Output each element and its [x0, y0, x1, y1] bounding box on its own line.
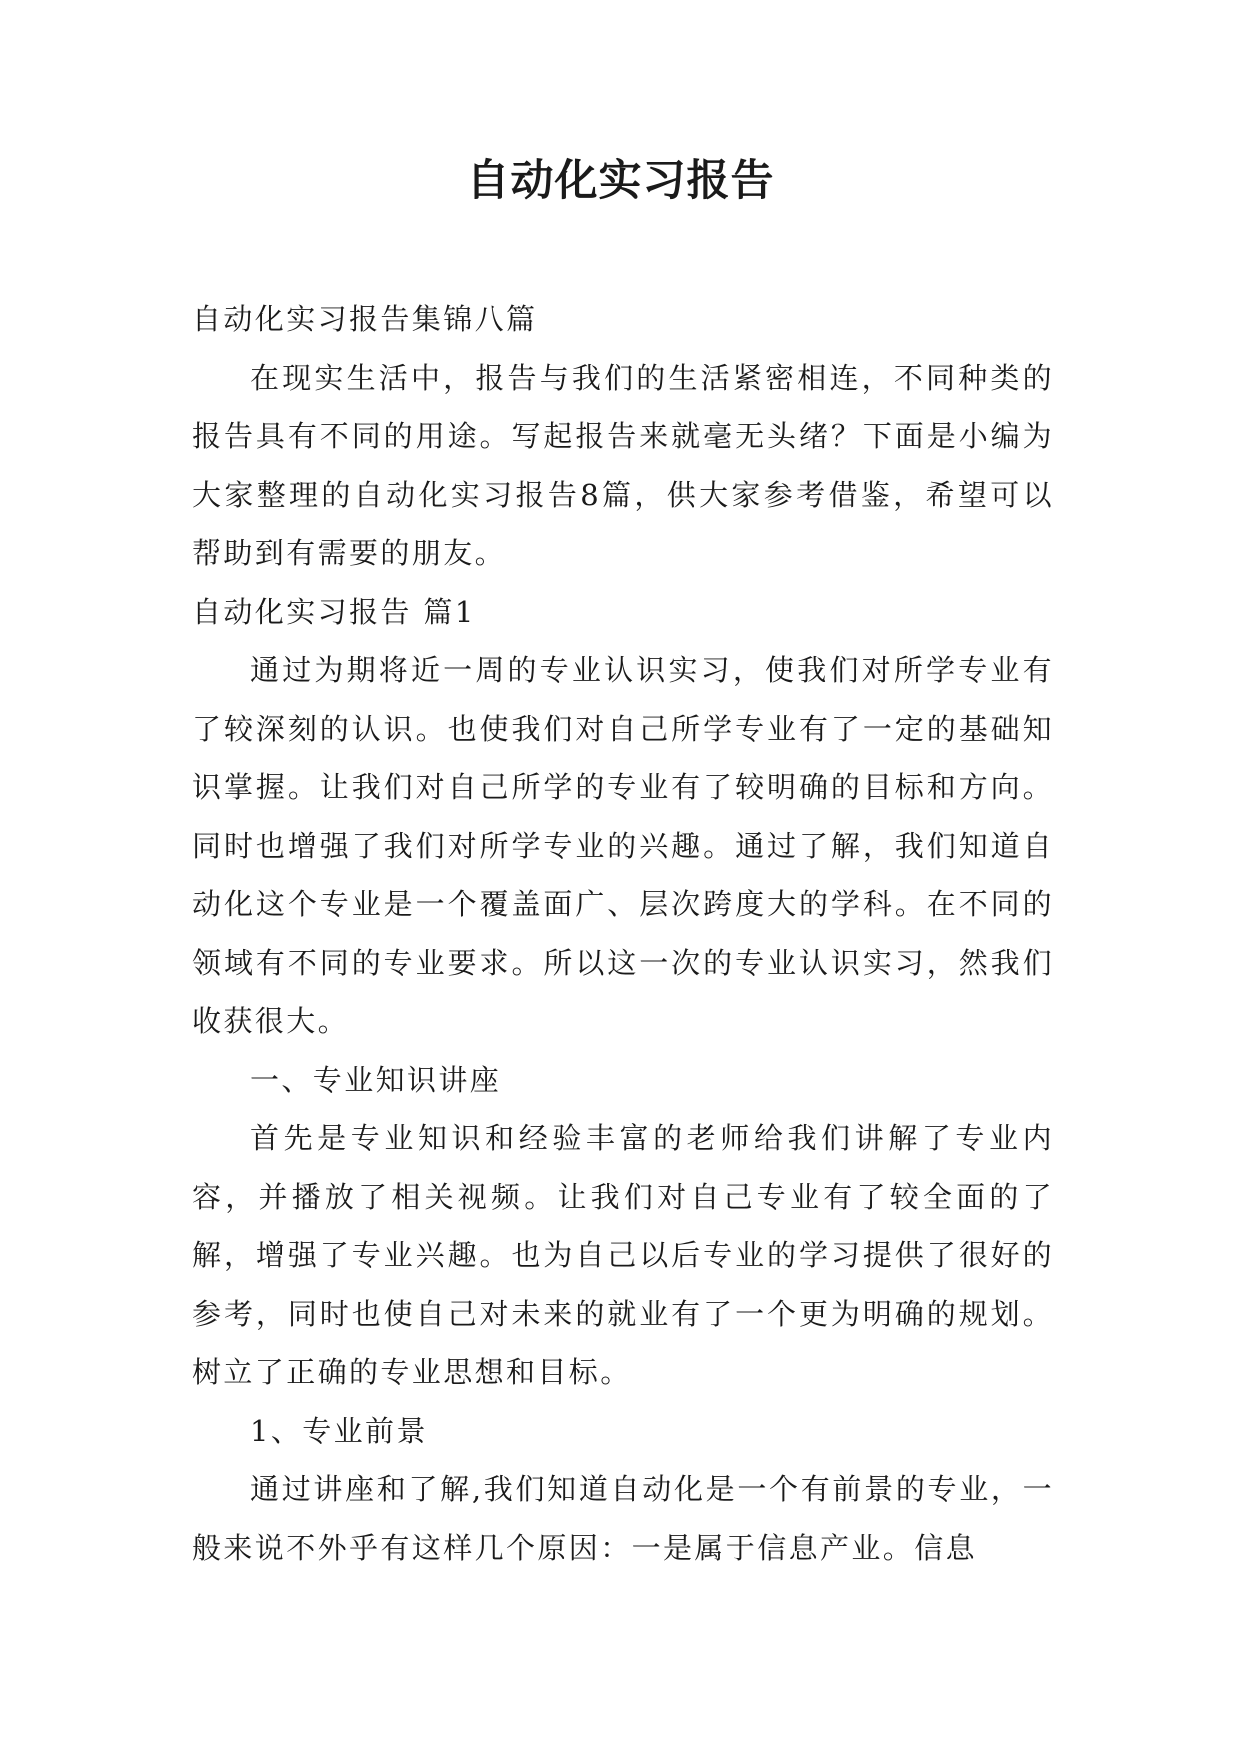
document-subtitle: 自动化实习报告集锦八篇	[192, 302, 538, 336]
body-paragraph: 首先是专业知识和经验丰富的老师给我们讲解了专业内容，并播放了相关视频。让我们对自己专业有了较全面的了解，增强了专业兴趣。也为自己以后专业的学习提供了很好的参考，同时也使自己对未来的就业有了一个更为明确的规划。树立了正确的专业思想和目标。	[192, 1121, 1054, 1389]
body-paragraph: 通过为期将近一周的专业认识实习，使我们对所学专业有了较深刻的认识。也使我们对自己所学专业有了一定的基础知识掌握。让我们对自己所学的专业有了较明确的目标和方向。同时也增强了我们对所学专业的兴趣。通过了解，我们知道自动化这个专业是一个覆盖面广、层次跨度大的学科。在不同的领域有不同的专业要求。所以这一次的专业认识实习，然我们收获很大。	[192, 653, 1054, 1038]
document-title: 自动化实习报告	[466, 156, 775, 206]
section-heading: 自动化实习报告 篇1	[192, 594, 476, 629]
subheading: 一、专业知识讲座	[250, 1062, 502, 1097]
body-paragraph: 通过讲座和了解,我们知道自动化是一个有前景的专业，一般来说不外乎有这样几个原因：一是属于信息产业。信息	[192, 1472, 1054, 1565]
document-body	[192, 290, 1054, 1577]
intro-paragraph: 在现实生活中，报告与我们的生活紧密相连，不同种类的报告具有不同的用途。写起报告来就毫无头绪？下面是小编为大家整理的自动化实习报告8篇，供大家参考借鉴，希望可以帮助到有需要的朋友。	[192, 360, 1054, 570]
subheading: 1、专业前景	[250, 1413, 428, 1448]
